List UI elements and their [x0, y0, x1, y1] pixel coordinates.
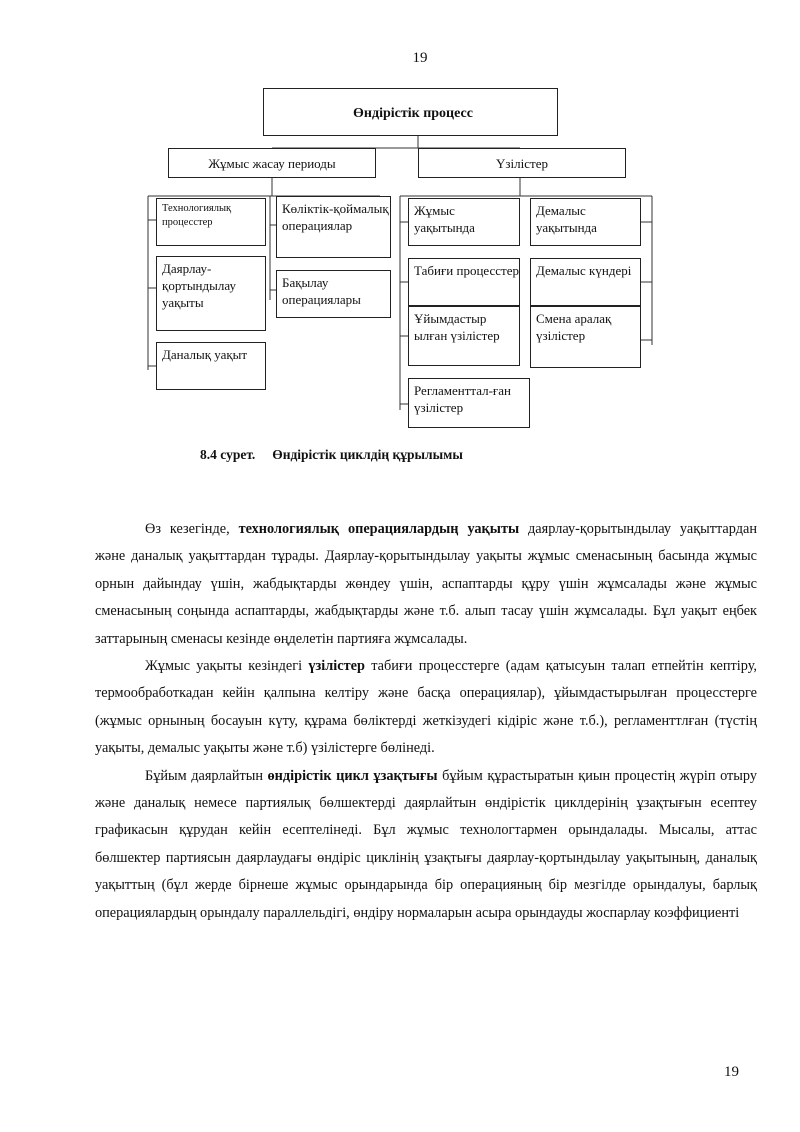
technological-processes-label: Технологиялық процесстер — [162, 203, 232, 228]
paragraph — [95, 763, 757, 927]
branch-breaks-label: Үзілістер — [496, 155, 548, 171]
production-process-diagram — [0, 0, 800, 470]
organized-breaks-box — [408, 306, 520, 366]
paragraph-text: Өз кезегінде, — [145, 521, 239, 537]
diagram-connectors — [0, 0, 800, 470]
natural-processes-box — [408, 258, 520, 306]
rest-time-label: Демалыс уақытында — [536, 203, 597, 235]
paragraph-text: табиғи процесстерге (адам қатысуын талап етпейтін кептіру, термообработкадан кейін қалпына келтіру және басқа операциялар), ұйымдастырылған процесстерге (жұмыс орнының босауын күту, құрама бөліктерді жеткізудегі кідіріс және т.б.), регламенттлған (түстің уақыты, демалыс уақыты және т.б) үзілістерге бөлінеді. — [95, 658, 757, 757]
control-operations-box — [276, 270, 391, 318]
control-operations-label: Бақылау операциялары — [282, 275, 361, 307]
page-number-top: 19 — [412, 50, 428, 66]
paragraph-bold-term: технологиялық операциялардың уақыты — [238, 521, 520, 537]
days-off-label: Демалыс күндері — [536, 263, 632, 278]
transport-operations-label: Көліктік-қоймалық операциялар — [282, 201, 389, 233]
branch-work-period-box — [168, 148, 376, 178]
paragraph-bold-term: өндірістік цикл ұзақтығы — [267, 767, 438, 784]
regulated-breaks-box — [408, 378, 530, 428]
preparation-time-label: Даярлау-қортындылау уақыты — [162, 261, 236, 310]
figure-caption — [200, 447, 463, 463]
branch-breaks-box — [418, 148, 626, 178]
preparation-time-box — [156, 256, 266, 331]
work-time-breaks-box — [408, 198, 520, 246]
branch-work-period-label: Жұмыс жасау периоды — [208, 155, 336, 171]
diagram-root-box — [263, 88, 558, 136]
days-off-box — [530, 258, 641, 306]
paragraph-text: бұйым құрастыратын қиын процестің жүріп отыру және даналық немесе партиялық бөлшектерді даярлайтын өндірістік циклдерінің ұзақтығын есептеу графикасын құрудан кейін есептелінеді. Бұл жұмыс технологтармен орындалады. Мысалы, аттас бөлшектер партиясын даярлаудағы өндіріс циклінің ұзақтығы даярлау-қортындылау уақытының, даналық уақыттың (бұл жерде бірнеше жұмыс орындарында бір операцияның бір мезгілде орындалуы, барлық операциялардың орындалу параллельдігі, өндіру нормаларын асыра орындауды жоспарлау коэффициенті — [95, 767, 757, 921]
paragraph-text: даярлау-қорытындылау уақыттардан және даналық уақыттардан тұрады. Даярлау-қорытындылау уақыты жұмыс сменасының басында жұмыс орнын дайындау үшін, жабдықтарды жөндеу үшін, аспаптарды құру үшін жұмсалады және жұмыс сменасының соңында аспаптарды, жабдықтарды және т.б. алып тасау үшін жұмсалады. Бұл уақыт еңбек заттарының сменасы кезінде өңделетін партияға жұмсалады. — [95, 521, 757, 647]
paragraph-text: Жұмыс уақыты кезіндегі — [145, 658, 309, 675]
page-number-bottom: 19 — [724, 1064, 739, 1080]
figure-caption-number: 8.4 сурет. — [200, 447, 256, 462]
body-text — [95, 516, 757, 927]
paragraph-text: Бұйым даярлайтын — [145, 767, 268, 784]
piece-time-label: Даналық уақыт — [162, 347, 248, 362]
transport-operations-box — [276, 196, 391, 258]
work-time-breaks-label: Жұмыс уақытында — [414, 203, 475, 235]
regulated-breaks-label: Регламенттал-ған үзілістер — [414, 383, 511, 415]
piece-time-box — [156, 342, 266, 390]
shift-breaks-label: Смена аралақ үзілістер — [536, 311, 612, 343]
paragraph-bold-term: үзілістер — [308, 658, 365, 675]
paragraph — [95, 516, 757, 653]
shift-breaks-box — [530, 306, 641, 368]
natural-processes-label: Табиғи процесстер — [414, 263, 519, 278]
rest-time-box — [530, 198, 641, 246]
diagram-root-label: Өндірістік процесс — [353, 106, 473, 121]
technological-processes-box — [156, 198, 266, 246]
figure-caption-title: Өндірістік циклдің құрылымы — [272, 447, 463, 462]
organized-breaks-label: Ұйымдастыр ылған үзілістер — [414, 311, 500, 343]
paragraph — [95, 653, 757, 763]
